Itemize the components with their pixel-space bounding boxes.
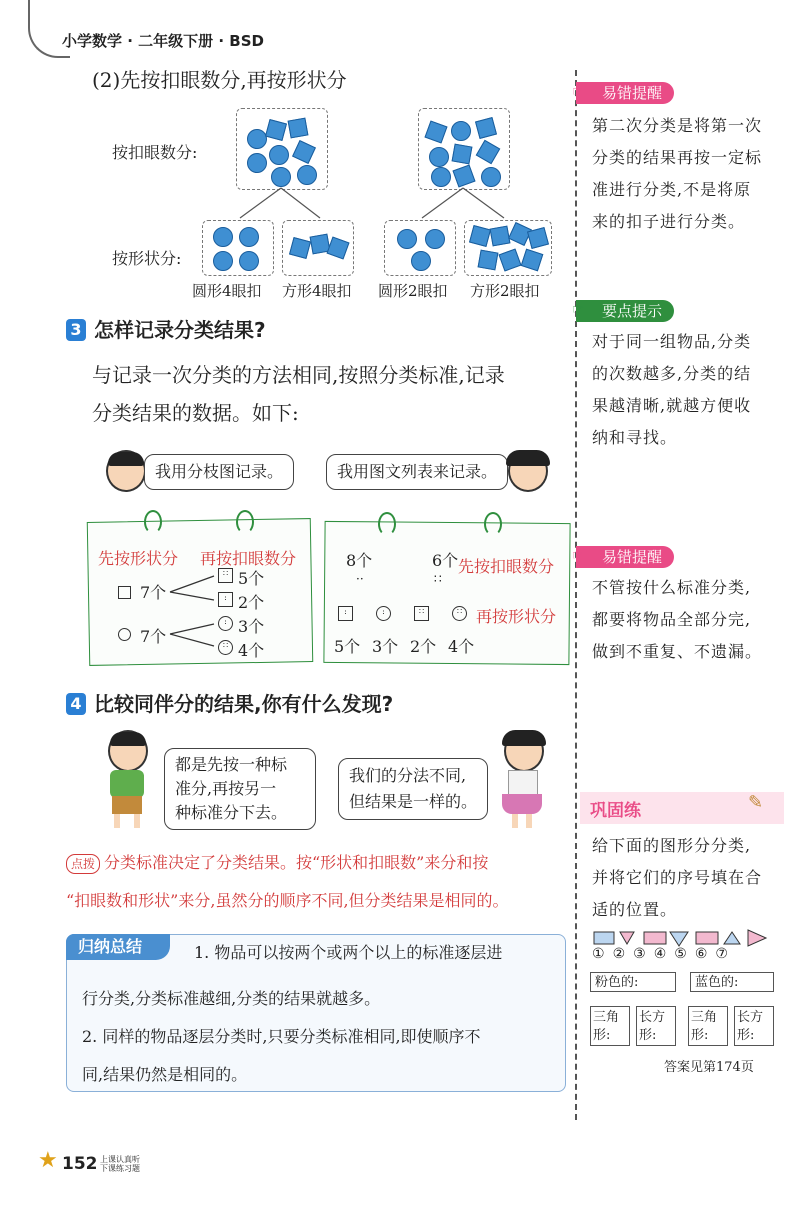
note1-line-3: 准进行分类,不是将原 [592, 180, 752, 199]
rect-label-1: 长方 [737, 1010, 764, 1025]
ring-1 [144, 510, 162, 534]
page-number: 152 [62, 1154, 98, 1174]
ci2-icon: : [218, 616, 233, 631]
buttons-group-2-holes [418, 108, 510, 190]
circle-shape [118, 628, 131, 641]
section3-heading [66, 314, 266, 343]
num-1: ① [592, 946, 613, 962]
note3-line-1: 不管按什么标准分类, [592, 578, 752, 597]
ring-2 [236, 510, 254, 534]
girl-speech-line-2: 但结果是一样的。 [349, 792, 478, 811]
footer-slogan [100, 1155, 140, 1173]
rect-label-2: 形: [737, 1028, 755, 1043]
branch-lines [168, 570, 218, 660]
row1-label: 按扣眼数分: [112, 143, 198, 162]
num-6: ⑥ [694, 946, 716, 962]
bottom-count-2: 3个 [372, 637, 399, 656]
count-8: 8个 [346, 551, 373, 570]
count-6: 6个 [432, 551, 459, 570]
note1-line-1: 第二次分类是将第一次 [592, 116, 763, 135]
bottom-count-1: 5个 [334, 637, 361, 656]
tri-label-1: 三角 [593, 1010, 620, 1025]
sidebar-note-2 [592, 326, 782, 454]
pink-rect-box[interactable] [636, 1006, 676, 1046]
exercise-text [592, 830, 782, 926]
summary-p1-line1: 1. 物品可以按两个或两个以上的标准逐层进 [194, 943, 503, 962]
speech-left: 我用分枝图记录。 [144, 454, 294, 490]
ring-3 [378, 512, 396, 536]
speech-right: 我用图文列表来记录。 [326, 454, 508, 490]
num-4: ④ [653, 946, 675, 962]
group-label-2: 方形4眼扣 [282, 282, 352, 300]
note2-line-2: 的次数越多,分类的结 [592, 364, 752, 383]
section3-body-1: 与记录一次分类的方法相同,按照分类标准,记录 [92, 363, 505, 387]
sq2-count: 2个 [238, 593, 265, 612]
note1-line-4: 来的扣子进行分类。 [592, 212, 746, 231]
sq4-count: 5个 [238, 569, 265, 588]
group-label-1: 圆形4眼扣 [192, 282, 262, 300]
num-7: ⑦ [715, 946, 736, 962]
hand-icon: ☞ [572, 548, 585, 564]
shape-sq2: : [338, 606, 353, 621]
tri-label-2: 形: [593, 1028, 611, 1043]
tri-label-2: 形: [691, 1028, 709, 1043]
circle-total: 7个 [140, 627, 167, 646]
girl-figure [492, 730, 552, 830]
boy-speech-line-3: 种标准分下去。 [175, 803, 288, 822]
hand-icon: ☞ [572, 302, 585, 318]
note3-line-3: 做到不重复、不遗漏。 [592, 642, 763, 661]
card-left-title1: 先按形状分 [98, 549, 179, 568]
ci2-count: 3个 [238, 617, 265, 636]
shape-ci4: ∷ [452, 606, 467, 621]
summary-p2-line2: 同,结果仍然是相同的。 [82, 1065, 248, 1084]
group-round-4 [202, 220, 274, 276]
sidebar-tag-3: 易错提醒 [576, 546, 674, 568]
tip-badge: 点拨 [66, 854, 100, 874]
buttons-group-4-holes [236, 108, 328, 190]
group-label-4: 方形2眼扣 [470, 282, 540, 300]
blue-tri-box[interactable] [688, 1006, 728, 1046]
sq2-icon: : [218, 592, 233, 607]
slogan-1: 上课认真听 [100, 1155, 140, 1164]
section3-title: 怎样记录分类结果? [94, 318, 266, 342]
ci4-count: 4个 [238, 641, 265, 660]
hand-icon: ☞ [572, 84, 585, 100]
square-total: 7个 [140, 583, 167, 602]
section3-body-2: 分类结果的数据。如下: [92, 401, 299, 425]
pink-tri-box[interactable] [590, 1006, 630, 1046]
card-left-title2: 再按扣眼数分 [200, 549, 297, 568]
tip-line-1: 分类标准决定了分类结果。按“形状和扣眼数”来分和按 [104, 853, 489, 872]
boy-figure [98, 730, 158, 830]
note3-line-2: 都要将物品全部分完, [592, 610, 752, 629]
section3-number: 3 [66, 319, 86, 341]
boy-speech [164, 748, 316, 830]
group-square-2 [464, 220, 552, 276]
tip-line-2: “扣眼数和形状”来分,虽然分的顺序不同,但分类结果是相同的。 [66, 891, 509, 910]
sq4-icon: ∷ [218, 568, 233, 583]
summary-badge: 归纳总结 [66, 934, 170, 960]
card-list-diagram [323, 521, 570, 665]
shape-sq4: ∷ [414, 606, 429, 621]
tree-lines [200, 186, 560, 222]
part2-heading: (2)先按扣眼数分,再按形状分 [92, 68, 347, 92]
num-3: ③ [633, 946, 654, 962]
sidebar-tag-1: 易错提醒 [576, 82, 674, 104]
boy-speech-line-1: 都是先按一种标 [175, 755, 288, 774]
rect-label-2: 形: [639, 1028, 657, 1043]
section4-title: 比较同伴分的结果,你有什么发现? [94, 692, 394, 716]
answer-ref: 答案见第174页 [664, 1060, 754, 1075]
blue-rect-box[interactable] [734, 1006, 774, 1046]
running-title: 小学数学 · 二年级下册 · BSD [62, 32, 264, 50]
square-shape [118, 586, 131, 599]
slogan-2: 下课练习题 [100, 1164, 140, 1173]
sidebar-tag-2: 要点提示 [576, 300, 674, 322]
four-hole-mark: ∷ [434, 572, 442, 586]
tri-label-1: 三角 [691, 1010, 718, 1025]
exercise-line-2: 并将它们的序号填在合 [592, 868, 763, 887]
note2-line-3: 果越清晰,就越方便收 [592, 396, 752, 415]
rect-label-1: 长方 [639, 1010, 666, 1025]
card-right-label2: 再按形状分 [476, 607, 557, 626]
girl-speech-line-1: 我们的分法不同, [349, 766, 467, 785]
ci4-icon: ∷ [218, 640, 233, 655]
section4-number: 4 [66, 693, 86, 715]
exercise-badge: 巩固练 [590, 801, 641, 821]
exercise-line-1: 给下面的图形分分类, [592, 836, 752, 855]
num-5: ⑤ [674, 946, 695, 962]
boy-avatar [106, 450, 146, 492]
girl-avatar [508, 450, 548, 492]
two-hole-mark: ·· [356, 572, 364, 586]
exercise-line-3: 适的位置。 [592, 900, 678, 919]
blue-box[interactable]: 蓝色的: [690, 972, 774, 992]
column-divider [575, 70, 577, 1120]
shape-numbers [592, 946, 736, 962]
girl-speech [338, 758, 488, 820]
sidebar-note-3 [592, 572, 782, 668]
note1-line-2: 分类的结果再按一定标 [592, 148, 763, 167]
note2-line-1: 对于同一组物品,分类 [592, 332, 752, 351]
group-label-3: 圆形2眼扣 [378, 282, 448, 300]
ring-4 [484, 512, 502, 536]
card-right-label1: 先按扣眼数分 [458, 557, 555, 576]
num-2: ② [612, 946, 634, 962]
summary-p2-line1: 2. 同样的物品逐层分类时,只要分类标准相同,即使顺序不 [82, 1027, 481, 1046]
shape-ci2: : [376, 606, 391, 621]
pink-box[interactable]: 粉色的: [590, 972, 676, 992]
summary-p1-line2: 行分类,分类标准越细,分类的结果就越多。 [82, 989, 381, 1008]
bottom-count-3: 2个 [410, 637, 437, 656]
sidebar-note-1 [592, 110, 782, 238]
star-icon: ★ [38, 1148, 58, 1173]
bottom-count-4: 4个 [448, 637, 475, 656]
row2-label: 按形状分: [112, 249, 182, 268]
note2-line-4: 纳和寻找。 [592, 428, 678, 447]
boy-speech-line-2: 准分,再按另一 [175, 779, 277, 798]
group-round-2 [384, 220, 456, 276]
group-square-4 [282, 220, 354, 276]
pencil-icon: ✎ [748, 792, 764, 813]
section4-heading [66, 688, 393, 717]
